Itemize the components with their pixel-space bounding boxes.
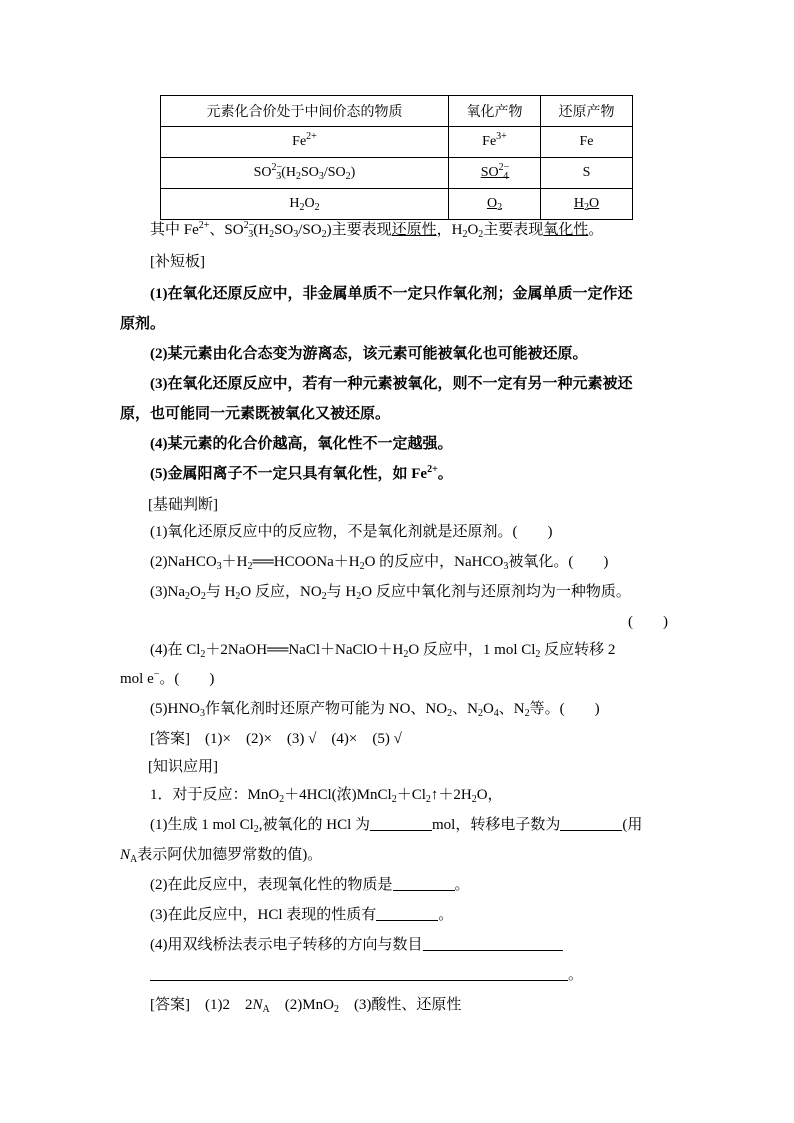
supplement-item: 原，也可能同一元素既被氧化又被还原。 [120, 406, 391, 422]
knowledge-part-cont: $N_A$表示阿伏加德罗常数的值)。 [120, 847, 323, 865]
supplement-heading: [补短板] [150, 254, 205, 270]
oxidizing-answer: 氧化性 [543, 222, 589, 238]
knowledge-part: (1)生成 1 mol $Cl_2$,被氧化的 HCl 为 mol，转移电子数为 (用 [150, 817, 643, 835]
table-header-row [161, 96, 633, 127]
answer-blank[interactable] [393, 876, 455, 891]
table-row [161, 158, 633, 189]
judge-question-cont: mol e−。( ) [120, 669, 215, 687]
knowledge-part: (2)在此反应中，表现氧化性的物质是 。 [150, 877, 470, 893]
table-header-cell: 氧化产物 [449, 96, 541, 127]
judge-question: $(5)HNO_3$作氧化剂时还原产物可能为 NO、$NO_2$、$N_2O_4$、$N_2$等。( ) [150, 701, 600, 719]
judge-paren: ( ) [628, 614, 668, 630]
supplement-item: (1)在氧化还原反应中，非金属单质不一定只作氧化剂；金属单质一定作还 [150, 286, 633, 302]
knowledge-answer: [答案] (1)2 $2N_A$ (2)MnO$_2$ (3)酸性、还原性 [150, 997, 462, 1015]
table-row [161, 189, 633, 220]
judge-answer: [答案] (1)× (2)× (3) √ (4)× (5) √ [150, 731, 402, 747]
answer-blank[interactable] [423, 936, 563, 951]
supplement-item: (4)某元素的化合价越高，氧化性不一定越强。 [150, 436, 453, 452]
judge-question: (4)在 $Cl_2+2NaOH══NaCl+NaClO+H_2O$ 反应中，1 mol $Cl_2$ 反应转移 2 [150, 642, 616, 660]
knowledge-part-cont: 。 [150, 963, 583, 984]
knowledge-part: (4)用双线桥法表示电子转移的方向与数目 [150, 933, 563, 954]
table-cell: $O_2$ [449, 189, 541, 220]
supplement-item: 原剂。 [120, 316, 166, 332]
answer-blank[interactable] [150, 966, 568, 981]
knowledge-heading: [知识应用] [148, 759, 218, 775]
supplement-item: (5)金属阳离子不一定只具有氧化性，如 $Fe^{2+}$。 [150, 464, 453, 482]
supplement-item: (3)在氧化还原反应中，若有一种元素被氧化，则不一定有另一种元素被还 [150, 376, 633, 392]
table-row [161, 127, 633, 158]
table-header-cell: 还原产物 [541, 96, 633, 127]
supplement-item: (2)某元素由化合态变为游离态，该元素可能被氧化也可能被还原。 [150, 346, 588, 362]
answer-blank[interactable] [376, 906, 438, 921]
table-cell: $SO^{2-}_4$ [449, 158, 541, 189]
table-cell: $Fe^{2+}$ [161, 127, 449, 158]
knowledge-question: 1．对于反应：MnO$_2$＋4HCl(浓)$MnCl_2+Cl_2↑+2H_2O$， [150, 787, 503, 805]
summary-line: 其中 $Fe^{2+}$、$SO^{2-}_3(H_2SO_3/SO_2)$主要表现还原性，$H_2O_2$主要表现氧化性。 [150, 220, 604, 240]
knowledge-part: (3)在此反应中，HCl 表现的性质有 。 [150, 907, 454, 923]
table-cell: S [541, 158, 633, 189]
judge-question: (1)氧化还原反应中的反应物，不是氧化剂就是还原剂。( ) [150, 524, 553, 540]
table-cell: Fe [541, 127, 633, 158]
judge-question: $(3)Na_2O_2$与 $H_2O$ 反应，$NO_2$与 $H_2O$ 反应中氧化剂与还原剂均为一种物质。 [150, 584, 631, 602]
table-header-cell: 元素化合价处于中间价态的物质 [161, 96, 449, 127]
answer-blank[interactable] [560, 816, 622, 831]
valence-table [160, 95, 633, 220]
reducing-answer: 还原性 [391, 222, 437, 238]
table-cell: $H_2O$ [541, 189, 633, 220]
judge-heading: [基础判断] [148, 497, 218, 513]
answer-blank[interactable] [370, 816, 432, 831]
table-cell: $SO^{2-}_3(H_2SO_3/SO_2)$ [161, 158, 449, 189]
table-cell: $H_2O_2$ [161, 189, 449, 220]
judge-question: $(2)NaHCO_3+H_2══HCOONa+H_2O$ 的反应中，NaHCO$_3$被氧化。( ) [150, 554, 609, 572]
table-cell: $Fe^{3+}$ [449, 127, 541, 158]
